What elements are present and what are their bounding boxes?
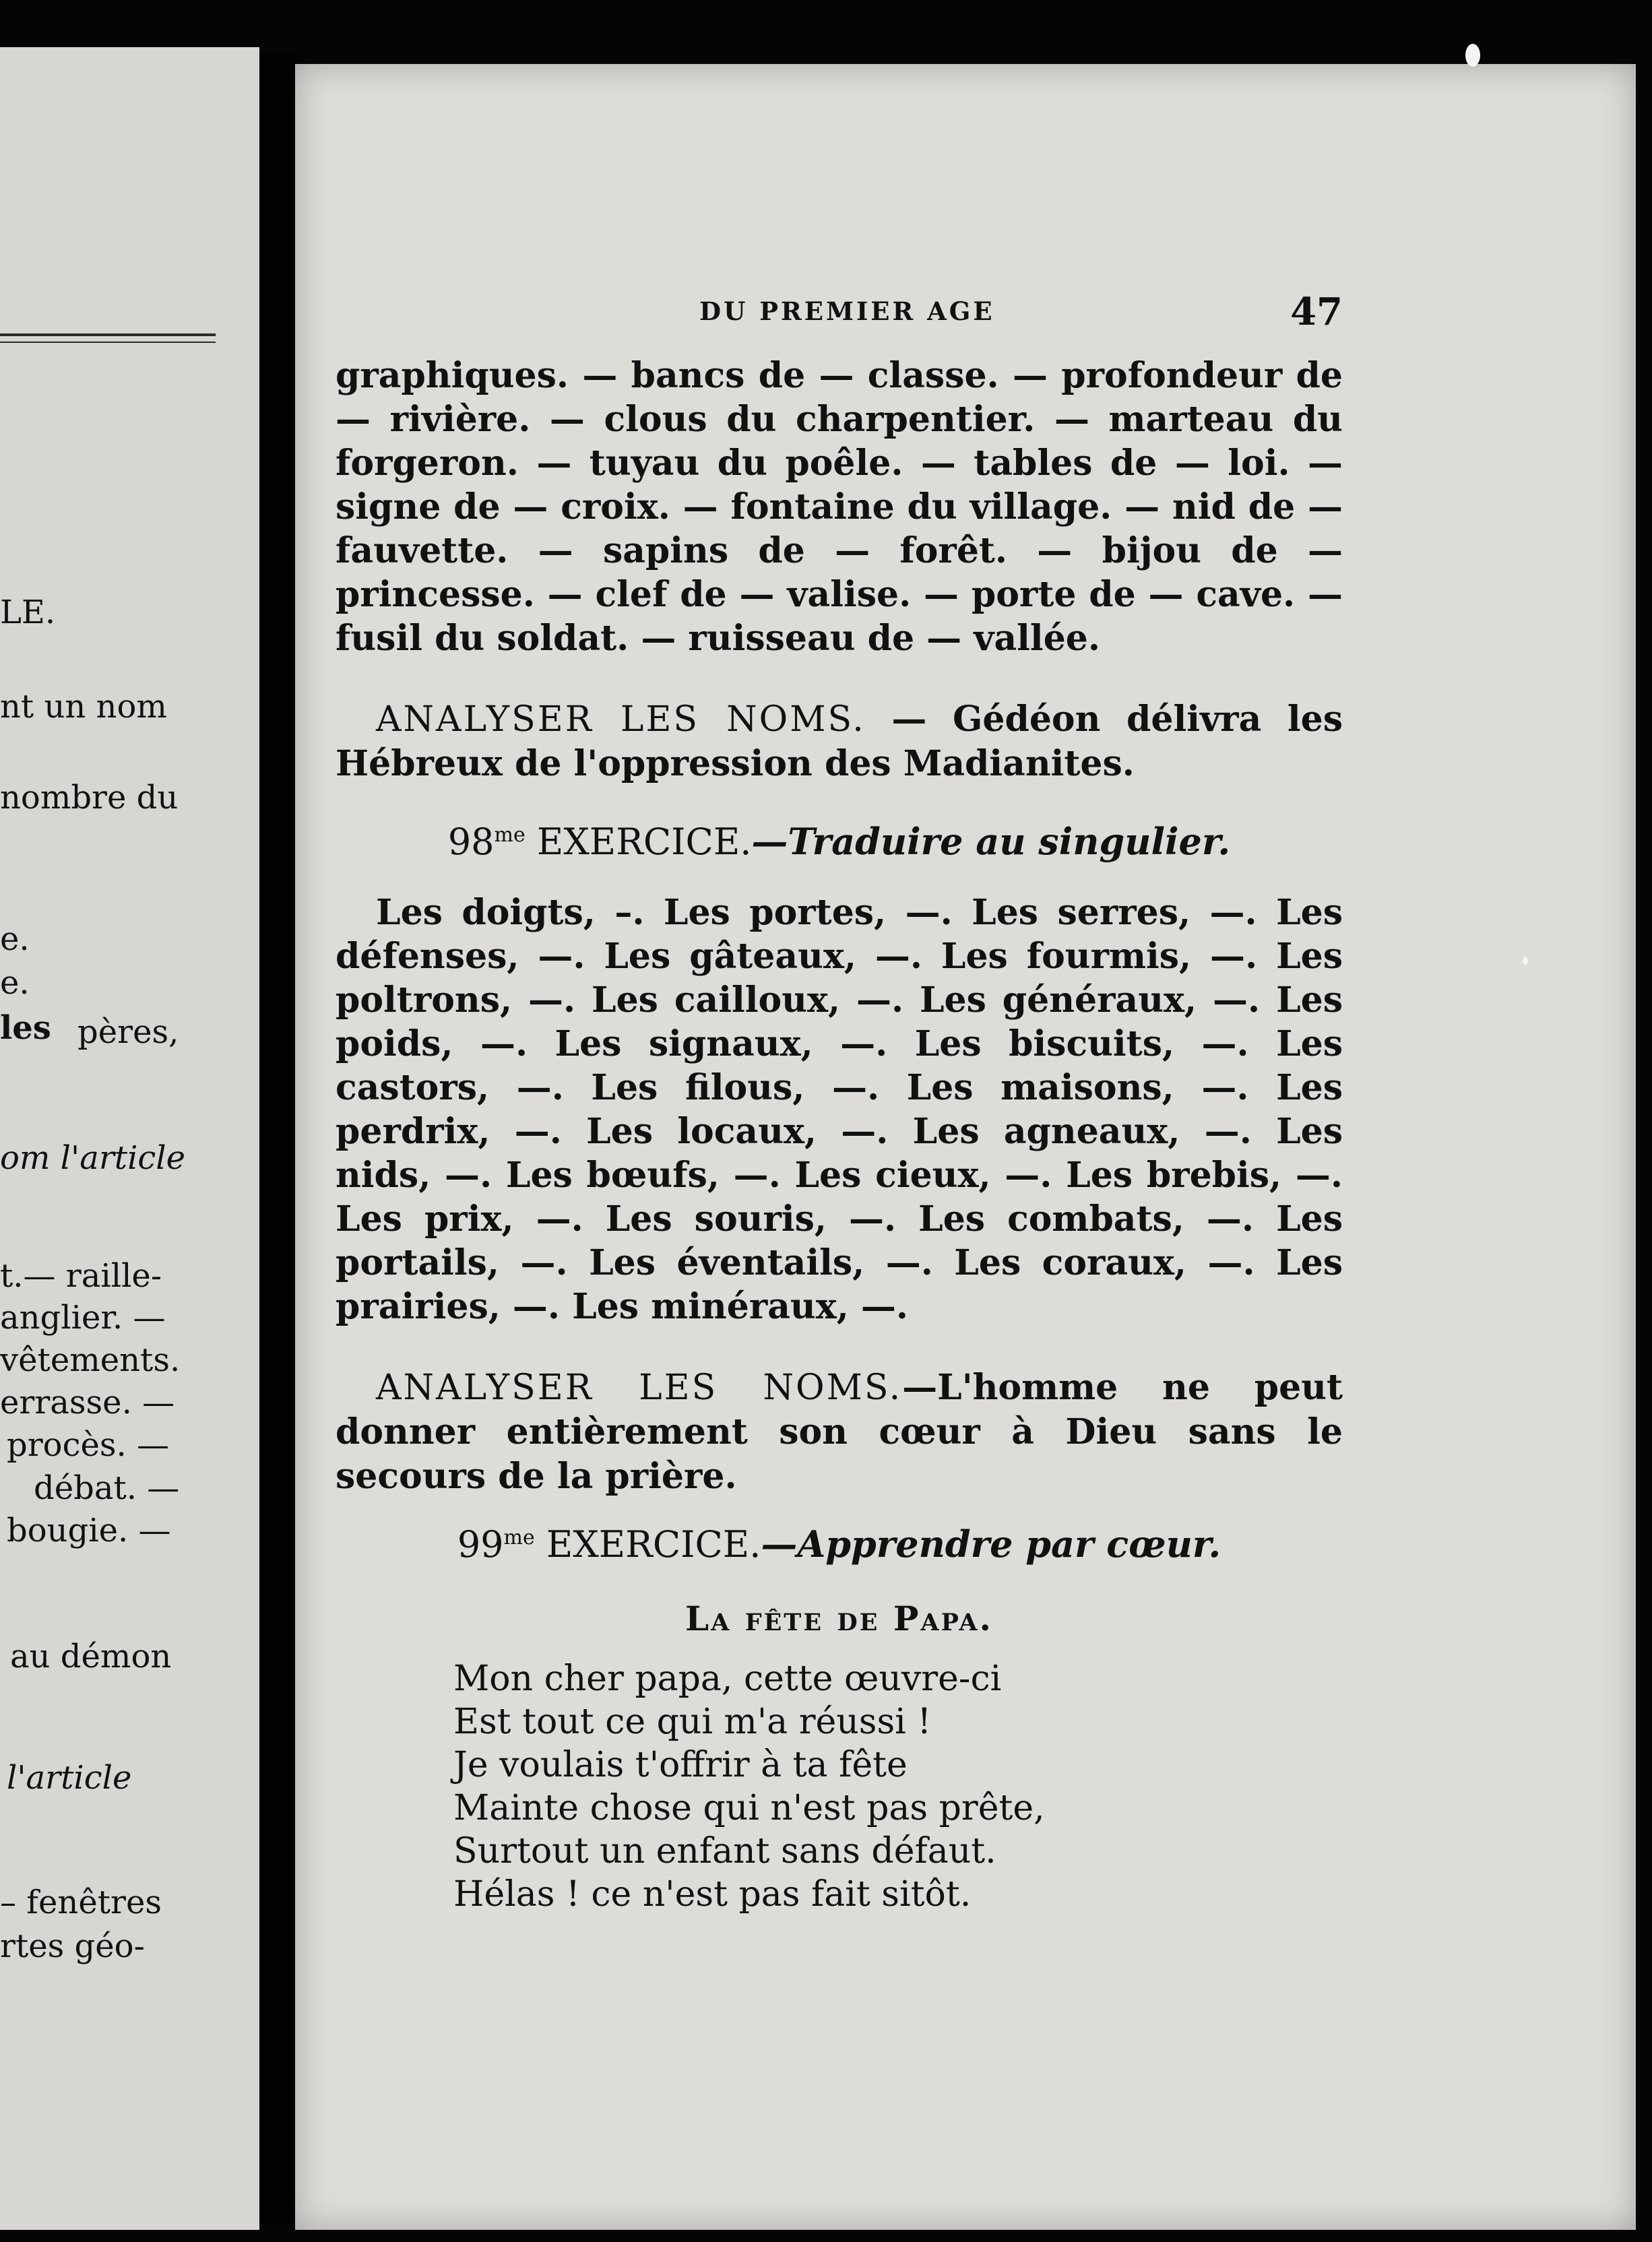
exercise-98-title — [336, 813, 1343, 864]
exercise-instruction: —Traduire au singulier. — [751, 820, 1231, 863]
page-header — [336, 290, 1343, 337]
left-text: LE. — [0, 594, 56, 631]
left-text: nombre du — [0, 779, 179, 816]
left-text: nt un nom — [0, 688, 167, 726]
left-text: procès. — — [7, 1426, 170, 1464]
left-text: e. — [0, 920, 30, 958]
left-text: l'article — [7, 1759, 132, 1797]
left-text: anglier. — — [0, 1299, 166, 1337]
left-text: vêtements. — [0, 1341, 181, 1379]
left-text: pères, — [77, 1013, 179, 1051]
exercise-number: 98 — [447, 821, 495, 863]
poem-line: Mon cher papa, cette œuvre-ci — [453, 1659, 1002, 1699]
exercise-98-body: Les doigts, –. Les portes, —. Les serres, —. Les défenses, —. Les gâteaux, —. Les fourmis, —. Les poltrons, —. Les cailloux, —. Les généraux, —. Les poids, —. Les signaux, —. Les biscuits, —. Les castors, —. Les filous, —. Les maisons, —. Les perdrix, —. Les locaux, —. Les agneaux, —. Les nids, —. Les bœufs, —. Les cieux, —. Les brebis, —. Les prix, —. Les souris, —. Les combats, —. Les portails, —. Les éventails, —. Les coraux, —. Les prairies, —. Les minéraux, —. — [336, 892, 1343, 1327]
page-number: 47 — [1290, 290, 1343, 334]
left-page-rule — [0, 342, 216, 343]
analyse-label: ANALYSER LES NOMS. — [376, 699, 866, 740]
left-page-fragment — [0, 47, 259, 2230]
poem-line: Je voulais t'offrir à ta fête — [453, 1745, 908, 1785]
poem-line: Surtout un enfant sans défaut. — [453, 1831, 996, 1871]
analyse-paragraph — [336, 1366, 1343, 1499]
analyse-label: ANALYSER LES NOMS. — [376, 1368, 903, 1408]
paragraph-continuation: graphiques. — bancs de — classe. — profondeur de — rivière. — clous du charpentier. — marteau du forgeron. — tuyau du poêle. — tables de — loi. — signe de — croix. — fontaine du village. — nid de — fauvette. — sapins de — forêt. — bijou de — princesse. — clef de — valise. — porte de — cave. — fusil du soldat. — ruisseau de — vallée. — [336, 355, 1343, 659]
film-speck — [1523, 957, 1528, 965]
running-head: DU PREMIER AGE — [699, 296, 995, 326]
left-text: bougie. — — [7, 1512, 171, 1549]
ordinal-suffix: me — [503, 1526, 535, 1549]
left-text: om l'article — [0, 1139, 186, 1177]
left-text: débat. — — [34, 1469, 180, 1507]
analyse-paragraph — [336, 697, 1343, 786]
film-speck — [1465, 44, 1480, 67]
left-text: les — [0, 1009, 51, 1047]
exercise-99-title — [336, 1516, 1343, 1566]
book-gutter — [259, 54, 296, 2223]
exercise-number: 99 — [457, 1523, 504, 1566]
exercise-instruction: —Apprendre par cœur. — [761, 1523, 1221, 1566]
left-page-rule — [0, 333, 216, 336]
left-text: rtes géo- — [0, 1927, 145, 1965]
poem-line: Mainte chose qui n'est pas prête, — [453, 1788, 1045, 1828]
ordinal-suffix: me — [494, 823, 526, 847]
analyse-text: — Gédéon délivra les Hébreux de l'oppression des Madianites. — [336, 699, 1343, 784]
poem-line: Hélas ! ce n'est pas fait sitôt. — [453, 1874, 972, 1915]
left-text: errasse. — — [0, 1384, 175, 1421]
poem-line: Est tout ce qui m'a réussi ! — [453, 1702, 932, 1742]
analyse-text: —L'homme ne peut donner entièrement son cœur à Dieu sans le secours de la prière. — [336, 1367, 1343, 1497]
left-text: – fenêtres — [0, 1884, 162, 1921]
left-text: t.— raille- — [0, 1257, 162, 1295]
book-page — [295, 64, 1636, 2230]
page-body — [336, 354, 1343, 1916]
left-text: au démon — [10, 1638, 172, 1675]
exercise-word: EXERCICE. — [525, 821, 752, 863]
poem-title: La fête de Papa. — [685, 1599, 993, 1638]
poem — [453, 1657, 1343, 1916]
left-text: e. — [0, 964, 30, 1002]
exercise-word: EXERCICE. — [534, 1523, 761, 1566]
